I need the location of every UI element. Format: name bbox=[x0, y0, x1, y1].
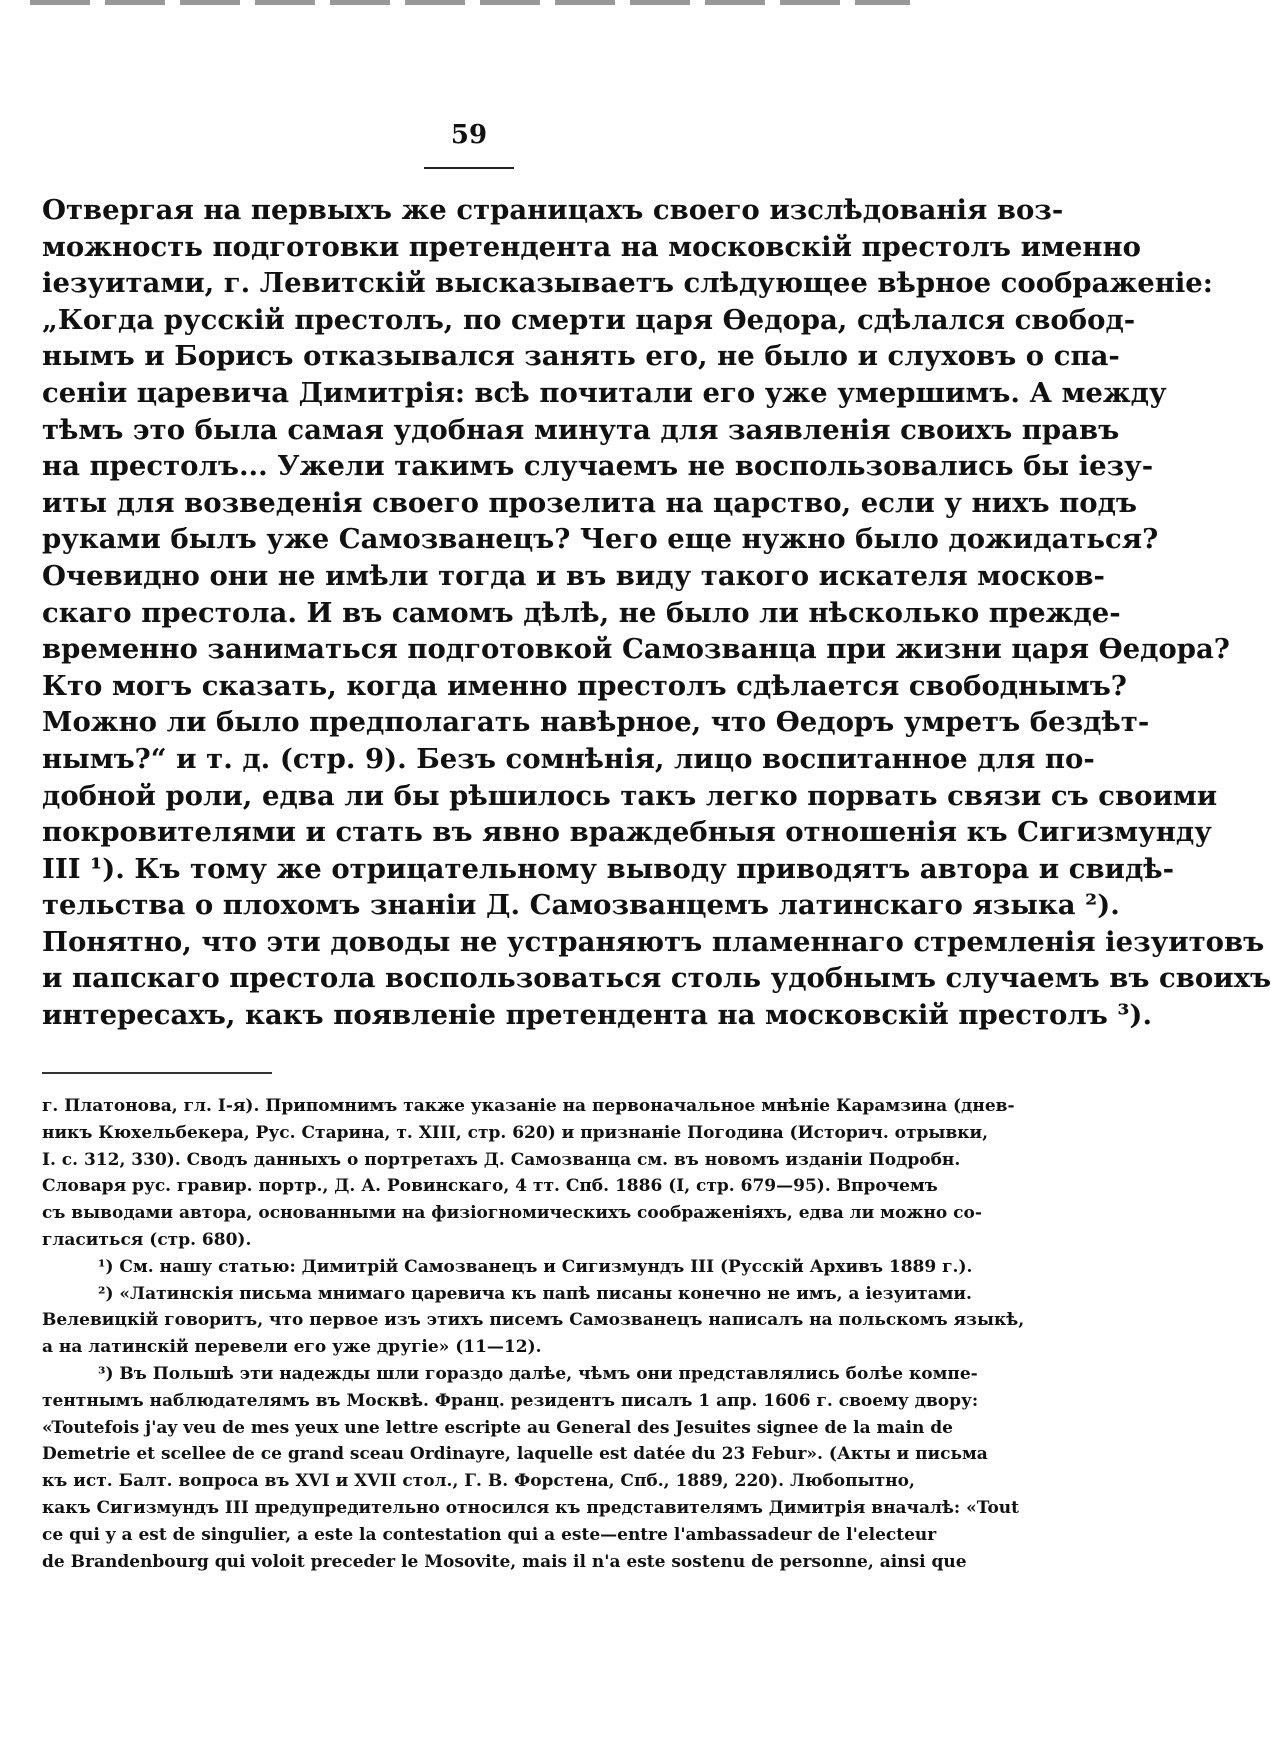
footnote-line: «Toutefois j'ay veu de mes yeux une lettre escripte au General des Jesuites signee de la main de bbox=[42, 1417, 953, 1438]
text-line: сеніи царевича Димитрія: всѣ почитали его уже умершимъ. А между bbox=[42, 376, 1167, 409]
footnote-line: ce qui y a est de singulier, a este la contestation qui a este—entre l'ambassadeur de l'electeur bbox=[42, 1524, 937, 1545]
footnote-line: тентнымъ наблюдателямъ въ Москвѣ. Франц. резидентъ писалъ 1 апр. 1606 г. своему двору: bbox=[42, 1390, 979, 1411]
text-line: тельства о плохомъ знаніи Д. Самозванцемъ латинскаго языка ²). bbox=[42, 889, 1120, 922]
text-line: тѣмъ это была самая удобная минута для заявленія своихъ правъ bbox=[42, 413, 1120, 446]
footnote-line: г. Платонова, гл. I-я). Припомнимъ также указаніе на первоначальное мнѣніе Карамзина (днев- bbox=[42, 1096, 1015, 1116]
text-line: Понятно, что эти доводы не устраняютъ пламеннаго стремленія іезуитовъ bbox=[42, 925, 1265, 958]
footnote-line: какъ Сигизмундъ III предупредительно относился къ представителямъ Димитрія вначалѣ: «Tout bbox=[42, 1497, 1019, 1518]
text-line: интересахъ, какъ появленіе претендента на московскій престолъ ³). bbox=[42, 999, 1153, 1032]
text-line: Очевидно они не имѣли тогда и въ виду такого искателя москов- bbox=[42, 559, 1105, 592]
text-line: временно заниматься подготовкой Самозванца при жизни царя Ѳедора? bbox=[42, 633, 1230, 666]
page-number: 59 bbox=[450, 120, 488, 150]
footnote-line: а на латинскій перевели его уже другіе» (11—12). bbox=[42, 1337, 542, 1358]
text-line: скаго престола. И въ самомъ дѣлѣ, не было ли нѣсколько прежде- bbox=[42, 596, 1121, 629]
footnote-2: ²) «Латинскія письма мнимаго царевича къ папѣ писаны конечно не имъ, а іезуитами. bbox=[98, 1283, 972, 1304]
text-line: на престолъ... Ужели такимъ случаемъ не воспользовались бы іезу- bbox=[42, 450, 1154, 483]
text-line: Кто могъ сказать, когда именно престолъ сдѣлается свободнымъ? bbox=[42, 669, 1127, 702]
footnote-1: ¹) См. нашу статью: Димитрій Самозванецъ и Сигизмундъ III (Русскій Архивъ 1889 г.). bbox=[98, 1256, 973, 1277]
footnote-line: съ выводами автора, основанными на физіогномическихъ соображеніяхъ, едва ли можно со- bbox=[42, 1203, 982, 1224]
text-line: Можно ли было предполагать навѣрное, что Ѳедоръ умретъ бездѣт- bbox=[42, 706, 1150, 739]
page-number-rule bbox=[424, 167, 514, 169]
text-line: „Когда русскій престолъ, по смерти царя Ѳедора, сдѣлался свобод- bbox=[42, 303, 1136, 336]
text-line: покровителями и стать въ явно враждебныя отношенія къ Сигизмунду bbox=[42, 816, 1212, 849]
text-line: нымъ и Борисъ отказывался занять его, не было и слуховъ о спа- bbox=[42, 340, 1120, 373]
footnote-line: къ ист. Балт. вопроса въ XVI и XVII стол., Г. В. Форстена, Спб., 1889, 220). Любопытно, bbox=[42, 1471, 915, 1492]
text-line: Отвергая на первыхъ же страницахъ своего изслѣдованія воз- bbox=[42, 194, 1064, 226]
text-line: нымъ?“ и т. д. (стр. 9). Безъ сомнѣнія, лицо воспитанное для по- bbox=[42, 742, 1095, 775]
footnotes bbox=[42, 1093, 1025, 1575]
footnote-line: гласиться (стр. 680). bbox=[42, 1229, 252, 1250]
footnote-line: Словаря рус. гравир. портр., Д. А. Ровинскаго, 4 тт. Спб. 1886 (I, стр. 679—95). Впрочемъ bbox=[42, 1176, 938, 1197]
footnote-line: никъ Кюхельбекера, Рус. Старина, т. XIII, стр. 620) и признаніе Погодина (Историч. отрывки, bbox=[42, 1122, 989, 1143]
footnote-line: de Brandenbourg qui voloit preceder le Mosovite, mais il n'a este sostenu de personne, ainsi que bbox=[42, 1551, 967, 1572]
main-text bbox=[42, 192, 1271, 1034]
text-line: руками былъ уже Самозванецъ? Чего еще нужно было дожидаться? bbox=[42, 523, 1159, 556]
text-line: III ¹). Къ тому же отрицательному выводу приводятъ автора и свидѣ- bbox=[42, 852, 1175, 885]
text-line: и папскаго престола воспользоваться столь удобнымъ случаемъ въ своихъ bbox=[42, 962, 1271, 995]
text-line: иты для возведенія своего прозелита на царство, если у нихъ подъ bbox=[42, 486, 1138, 519]
footnote-separator bbox=[42, 1072, 272, 1074]
scan-top-edge bbox=[30, 0, 910, 5]
text-line: іезуитами, г. Левитскій высказываетъ слѣдующее вѣрное соображеніе: bbox=[42, 267, 1213, 300]
footnote-line: Demetrie et scellee de ce grand sceau Ordinayre, laquelle est datée du 23 Febur». (Акты и письма bbox=[42, 1444, 988, 1465]
footnote-line: Велевицкій говоритъ, что первое изъ этихъ писемъ Самозванецъ написалъ на польскомъ языкѣ, bbox=[42, 1310, 1025, 1331]
text-line: можность подготовки претендента на московскій престолъ именно bbox=[42, 230, 1141, 263]
footnote-line: I. с. 312, 330). Сводъ данныхъ о портретахъ Д. Самозванца см. въ новомъ изданіи Подробн. bbox=[42, 1149, 961, 1170]
text-line: добной роли, едва ли бы рѣшилось такъ легко порвать связи съ своими bbox=[42, 779, 1218, 812]
footnote-3: ³) Въ Польшѣ эти надежды шли гораздо далѣе, чѣмъ они представлялись болѣе компе- bbox=[98, 1363, 978, 1384]
